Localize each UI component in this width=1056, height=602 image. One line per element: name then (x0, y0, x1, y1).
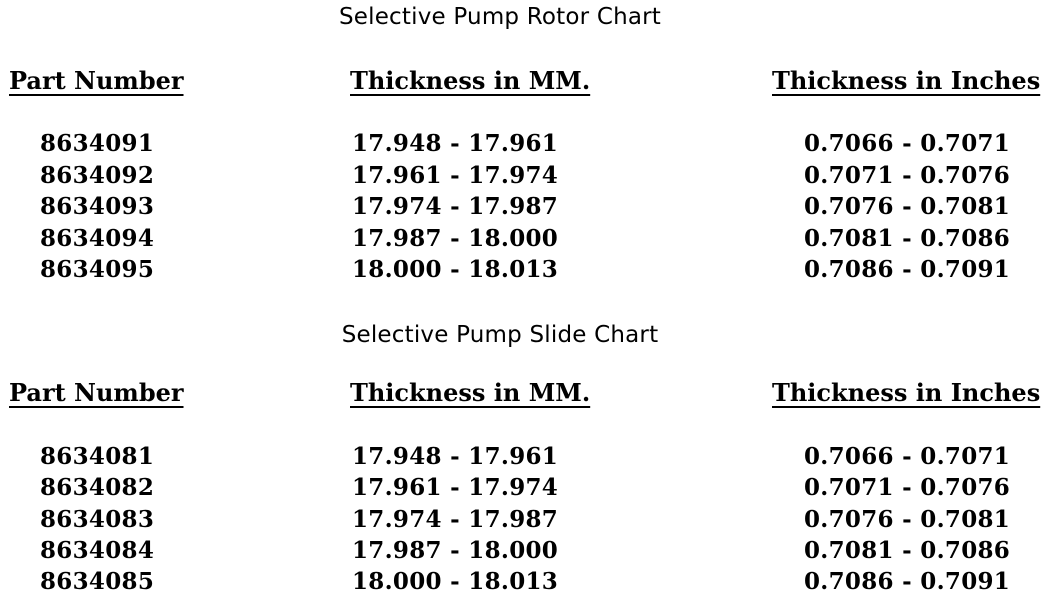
rotor-header-thickness-mm: Thickness in MM. (350, 66, 591, 95)
part-number-cell: 8634091 (40, 130, 155, 157)
part-number-cell: 8634084 (40, 537, 155, 564)
thickness-mm-cell: 17.987 - 18.000 (352, 225, 559, 252)
rotor-chart-title: Selective Pump Rotor Chart (338, 4, 662, 30)
part-number-cell: 8634082 (40, 474, 155, 501)
part-number-cell: 8634081 (40, 443, 155, 470)
thickness-inches-cell: 0.7066 - 0.7071 (804, 443, 1011, 470)
part-number-cell: 8634095 (40, 256, 155, 283)
thickness-inches-cell: 0.7081 - 0.7086 (804, 537, 1011, 564)
slide-chart-title: Selective Pump Slide Chart (341, 322, 659, 348)
thickness-inches-cell: 0.7071 - 0.7076 (804, 474, 1011, 501)
thickness-mm-cell: 17.974 - 17.987 (352, 193, 559, 220)
thickness-mm-cell: 18.000 - 18.013 (352, 256, 559, 283)
thickness-mm-cell: 17.974 - 17.987 (352, 506, 559, 533)
slide-header-thickness-mm: Thickness in MM. (350, 378, 591, 407)
thickness-inches-cell: 0.7076 - 0.7081 (804, 506, 1011, 533)
thickness-inches-cell: 0.7066 - 0.7071 (804, 130, 1011, 157)
thickness-inches-cell: 0.7076 - 0.7081 (804, 193, 1011, 220)
part-number-cell: 8634094 (40, 225, 155, 252)
thickness-inches-cell: 0.7086 - 0.7091 (804, 256, 1011, 283)
part-number-cell: 8634083 (40, 506, 155, 533)
part-number-cell: 8634085 (40, 568, 155, 595)
thickness-mm-cell: 17.948 - 17.961 (352, 443, 559, 470)
thickness-mm-cell: 18.000 - 18.013 (352, 568, 559, 595)
thickness-mm-cell: 17.961 - 17.974 (352, 474, 559, 501)
thickness-inches-cell: 0.7081 - 0.7086 (804, 225, 1011, 252)
thickness-mm-cell: 17.961 - 17.974 (352, 162, 559, 189)
slide-header-part-number: Part Number (9, 378, 184, 407)
thickness-inches-cell: 0.7086 - 0.7091 (804, 568, 1011, 595)
part-number-cell: 8634092 (40, 162, 155, 189)
thickness-mm-cell: 17.987 - 18.000 (352, 537, 559, 564)
rotor-header-thickness-inches: Thickness in Inches (772, 66, 1041, 95)
slide-header-thickness-inches: Thickness in Inches (772, 378, 1041, 407)
rotor-header-part-number: Part Number (9, 66, 184, 95)
part-number-cell: 8634093 (40, 193, 155, 220)
thickness-inches-cell: 0.7071 - 0.7076 (804, 162, 1011, 189)
thickness-mm-cell: 17.948 - 17.961 (352, 130, 559, 157)
